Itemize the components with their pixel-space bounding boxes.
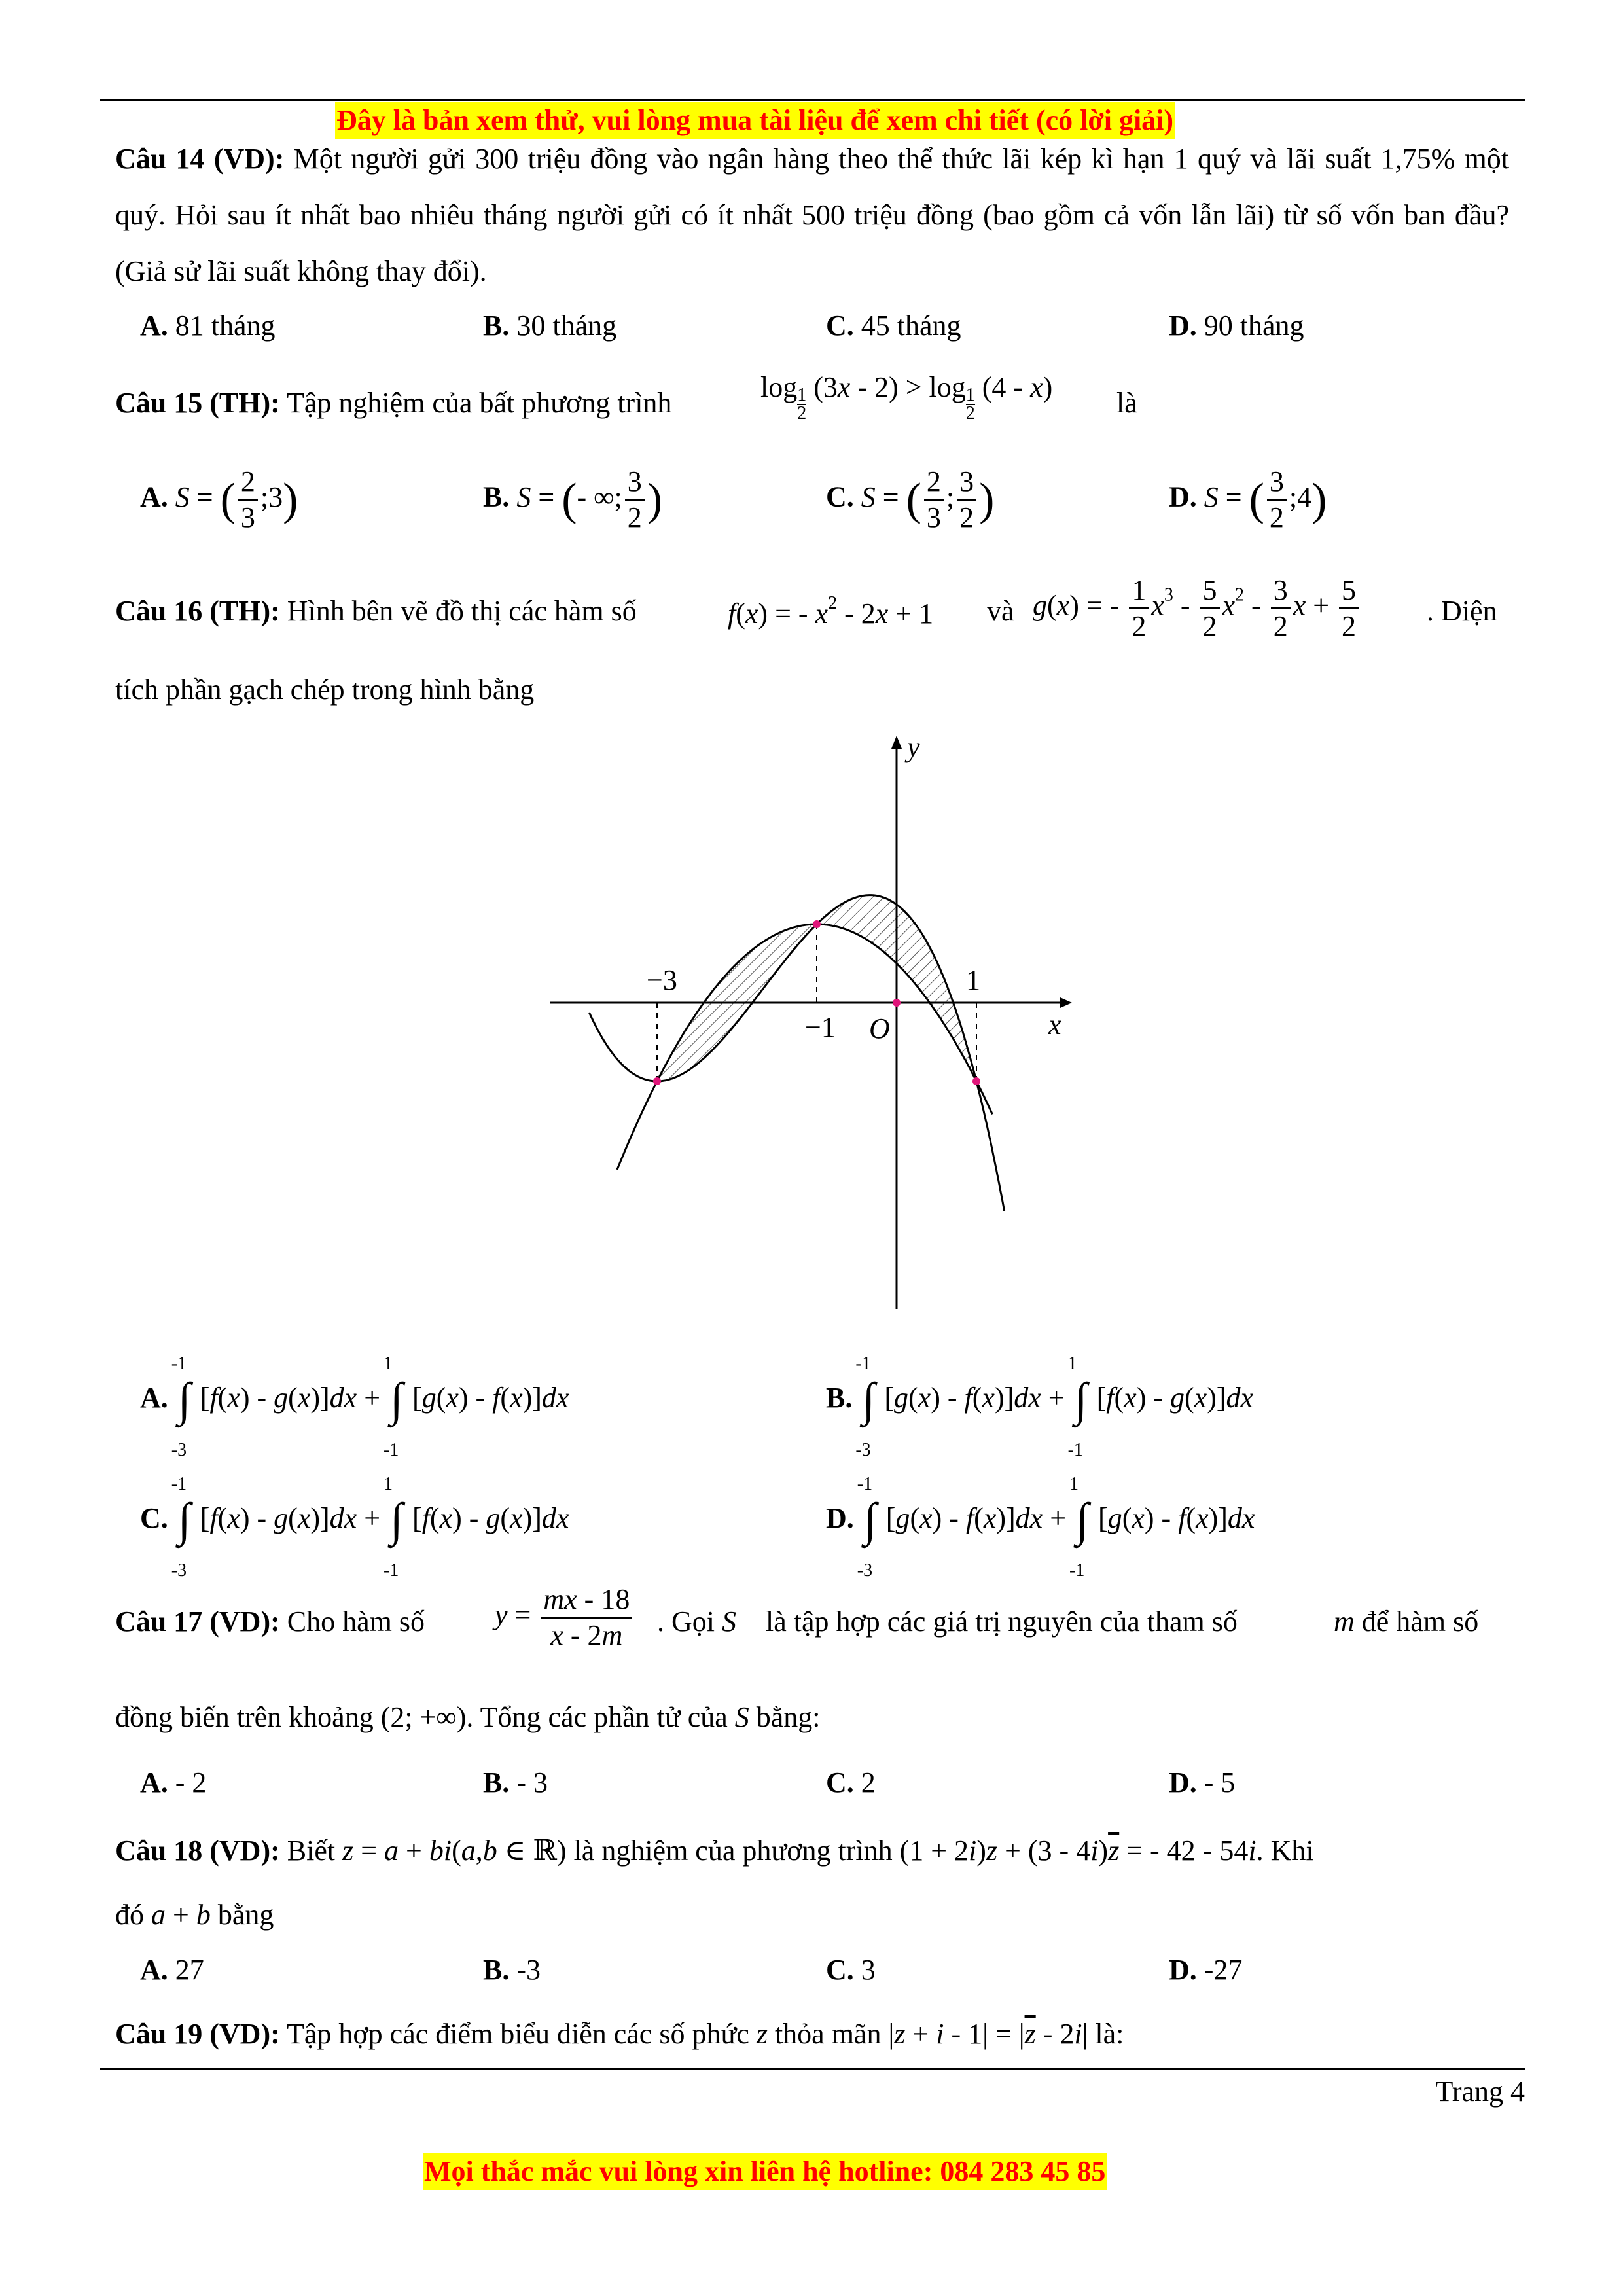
question-19-label: Câu 19 (VD): [115, 2018, 280, 2050]
q18-line2: đó a + b bằng [115, 1899, 274, 1931]
q15-inequality: log $_{\frac{1}{2}}$ (3x - 2) > log $_{\frac{1}{2}}$ (4 - x) [760, 371, 1053, 423]
y-axis-arrow [891, 736, 902, 749]
tick-label-neg1: −1 [805, 1011, 836, 1043]
q15-option-d-math: S = ( $\frac{3}{2}$ ;4) [1204, 465, 1327, 533]
q16-option-a[interactable]: A. -1 ∫ -3 [f(x) - g(x)]dx + 1 ∫ -1 [g(x) - f(x)]dx [140, 1354, 569, 1460]
top-rule [100, 99, 1525, 101]
axis-label-y: y [907, 733, 920, 763]
q15-option-d[interactable]: D. S = ( $\frac{3}{2}$ ;4) [1169, 465, 1327, 533]
marked-point-3 [893, 999, 901, 1007]
question-16-text: Hình bên vẽ đồ thị các hàm số [287, 595, 637, 627]
question-16-label: Câu 16 (TH): [115, 595, 280, 627]
q15-option-b-math: S = (- ∞; $\frac{3}{2}$ ) [516, 465, 663, 533]
tick-label-1: 1 [966, 964, 980, 996]
question-18-label: Câu 18 (VD): [115, 1835, 280, 1867]
q16-tail: . Diện [1427, 595, 1497, 627]
q14-option-a[interactable]: A. 81 tháng [140, 310, 276, 342]
question-16 [115, 593, 637, 630]
question-14-text: Một người gửi 300 triệu đồng vào ngân hàng theo thể thức lãi kép kì hạn 1 quý và lãi suất 1,75% một quý. Hỏi sau ít nhất bao nhiêu tháng người gửi có ít nhất 500 triệu đồng (bao gồm cả vốn lẫn lãi) từ số vốn ban đầu? (Giả sử lãi suất không thay đổi). [115, 143, 1509, 287]
q16-graph [537, 733, 1073, 1322]
q17-text-d: m để hàm số [1334, 1605, 1479, 1638]
q14-option-d[interactable]: D. 90 tháng [1169, 310, 1304, 342]
question-17-label: Câu 17 (VD): [115, 1605, 280, 1638]
marked-point-1 [813, 920, 821, 928]
q18-option-d[interactable]: D. -27 [1169, 1954, 1243, 1986]
question-18: Câu 18 (VD): Biết z = a + bi(a,b ∈ ℝ) là nghiệm của phương trình $(1 + 2i)z + (3 - 4i)\overline{z}$ = - 42 - 54i. Khi [115, 1835, 1314, 1867]
q16-option-d[interactable]: D. -1 ∫ -3 [g(x) - f(x)]dx + 1 ∫ -1 [g(x) - f(x)]dx [826, 1474, 1255, 1581]
q17-option-b[interactable]: B. - 3 [483, 1767, 548, 1799]
q16-option-c[interactable]: C. -1 ∫ -3 [f(x) - g(x)]dx + 1 ∫ -1 [f(x) - g(x)]dx [140, 1474, 569, 1581]
q16-option-b[interactable]: B. -1 ∫ -3 [g(x) - f(x)]dx + 1 ∫ -1 [f(x) - g(x)]dx [826, 1354, 1254, 1460]
bottom-rule [100, 2068, 1525, 2070]
q15-option-a[interactable]: A. S = ( $\frac{2}{3}$ ;3) [140, 465, 298, 533]
question-15-text: Tập nghiệm của bất phương trình [287, 387, 672, 419]
origin-label: O [869, 1013, 890, 1045]
q15-option-b[interactable]: B. S = (- ∞; $\frac{3}{2}$ ) [483, 465, 663, 533]
axis-label-x: x [1048, 1009, 1061, 1041]
q16-function-f: f(x) = - $x^2 - 2x + 1$ [728, 593, 934, 630]
question-15-tail: là [1116, 387, 1137, 419]
preview-notice-banner: Đây là bản xem thử, vui lòng mua tài liệu để xem chi tiết (có lời giải) [335, 102, 1175, 139]
q17-option-d[interactable]: D. - 5 [1169, 1767, 1236, 1799]
hotline-notice-banner: Mọi thắc mắc vui lòng xin liên hệ hotline: 084 283 45 85 [423, 2153, 1107, 2190]
q16-function-g: g(x) = - $\frac{1}{2}$ $x^3$ - $\frac{5}{2}$ $x^2$ - $\frac{3}{2}$ x + $\frac{5}{2}$ [1033, 573, 1361, 643]
q17-option-c[interactable]: C. 2 [826, 1767, 876, 1799]
q15-option-c-math: S = ( $\frac{2}{3}$ ; $\frac{3}{2}$ ) [861, 465, 995, 533]
question-14 [115, 131, 1509, 300]
q15-option-c[interactable]: C. S = ( $\frac{2}{3}$ ; $\frac{3}{2}$ ) [826, 465, 995, 533]
page-number: Trang 4 [1435, 2075, 1525, 2108]
q17-text-c: là tập hợp các giá trị nguyên của tham số [766, 1605, 1238, 1638]
x-axis-arrow [1060, 997, 1072, 1008]
q16-line2: tích phần gạch chép trong hình bằng [115, 673, 535, 706]
tick-label-neg3: −3 [647, 964, 677, 996]
question-15-label: Câu 15 (TH): [115, 387, 280, 419]
question-19: Câu 19 (VD): Tập hợp các điểm biểu diễn các số phức z thỏa mãn $|z + i - 1| = |\overline{z} - 2i|$ là: [115, 2018, 1124, 2050]
q16-and: và [987, 595, 1014, 627]
q17-line2: đồng biến trên khoảng (2; +∞). Tổng các phần tử của S bằng: [115, 1701, 821, 1733]
q18-option-a[interactable]: A. 27 [140, 1954, 204, 1986]
q18-option-b[interactable]: B. -3 [483, 1954, 541, 1986]
question-14-label: Câu 14 (VD): [115, 143, 285, 175]
q14-option-b[interactable]: B. 30 tháng [483, 310, 617, 342]
q17-option-a[interactable]: A. - 2 [140, 1767, 207, 1799]
question-17: Câu 17 (VD): Cho hàm số [115, 1605, 425, 1638]
q18-option-c[interactable]: C. 3 [826, 1954, 876, 1986]
marked-point-2 [972, 1077, 980, 1085]
q17-function: y = $\frac{mx - 18}{x - 2m}$ [495, 1583, 635, 1653]
q14-option-c[interactable]: C. 45 tháng [826, 310, 961, 342]
marked-point-0 [653, 1077, 661, 1085]
question-15 [115, 385, 671, 422]
q15-option-a-math: S = ( $\frac{2}{3}$ ;3) [175, 465, 298, 533]
q17-text-b: . Gọi S [657, 1605, 736, 1638]
